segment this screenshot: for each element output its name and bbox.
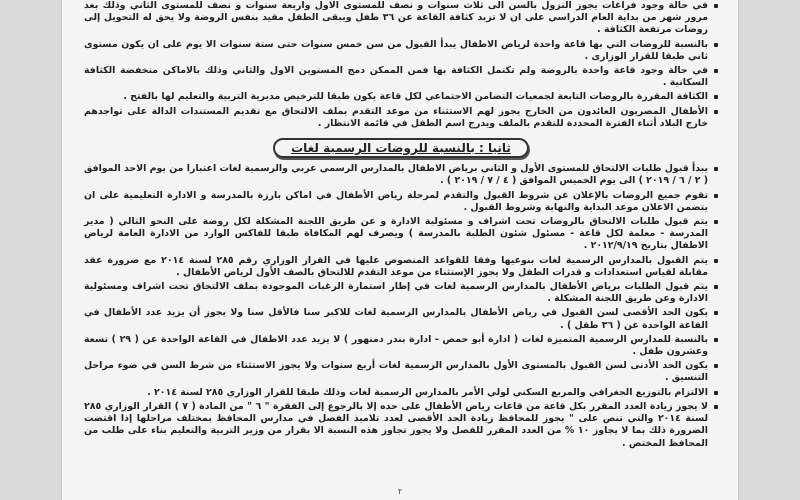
paragraph-text: تقوم جميع الروضات بالإعلان عن شروط القبول والتقدم لمرحلة رياض الأطفال في اماكن بارزة بالمدرسة و الادارة التعليمية على ان يتضمن الاعلان موعد البداية والنهاية وشروط القبول . [84,189,708,213]
heading-wrapper [84,138,718,158]
section-heading: ثانيا : بالنسبة للروضات الرسمية لغات [273,138,529,158]
bullet-paragraph [84,255,718,279]
bullet-paragraph [84,163,718,187]
bullet-icon [714,167,718,171]
bullet-paragraph [84,65,718,89]
bullet-icon [714,311,718,315]
document-page [62,0,738,500]
bullet-icon [714,364,718,368]
document-body [84,0,718,500]
bullet-icon [714,194,718,198]
bullet-paragraph [84,91,718,103]
bullet-icon [714,220,718,224]
page-number: ٢ [397,487,403,496]
bullet-icon [714,69,718,73]
bullet-paragraph [84,360,718,384]
bullet-icon [714,391,718,395]
bullet-icon [714,95,718,99]
paragraph-text: يكون الحد الأقصى لسن القبول في رياض الأطفال بالمدارس الرسمية لغات للاكبر سنا فالأقل سنا ولا يجوز أن يزيد عدد الأطفال في القاعة الواحدة عن ( ٣٦ طفل ) . [84,307,708,331]
paragraph-text: الالتزام بالتوزيع الجغرافي والمربع السكني لولي الأمر بالمدارس الرسمية لغات وذلك طبقا للقرار الوزاري ٢٨٥ لسنة ٢٠١٤ . [147,386,708,398]
bullet-paragraph [84,216,718,253]
paragraph-text: يكون الحد الأدنى لسن القبول بالمستوى الأول بالمدارس الرسمية لغات أربع سنوات ولا يجوز الاستثناء من شرط السن في ضوء مراحل التنسيق . [84,360,708,384]
paragraph-text: في حالة وجود قاعة واحدة بالروضة ولم تكتمل الكثافة بها فمن الممكن دمج المستوين الاول والثاني وذلك بالاماكن منخفضة الكثافة السكانية . [84,65,708,89]
paragraph-text: في حالة وجود فراغات يجوز النزول بالسن الى ثلاث سنوات و نصف للمستوى الاول واربعة سنوات و نصف للمستوى الثاني وذلك بعد مرور شهر من بداية العام الدراسي على ان لا تزيد كثافة القاعة عن ٣٦ طفل ويبقى الطفل مقيد بنفس الروضة ولا يحق له التحويل إلى روضات مرتفعة الكثافة . [84,0,709,36]
paragraph-text: الأطفال المصريون العائدون من الخارج يجوز لهم الاستثناء من موعد التقدم بملف الالتحاق مع تقديم المستندات الدالة على تواجدهم خارج البلاد أثناء الفترة المحددة للتقدم بالملف ويدرج اسم الطفل في قائمة الانتظار . [84,105,708,129]
paragraph-text: يبدأ قبول طلبات الالتحاق للمستوى الأول و الثاني برياض الاطفال بالمدارس الرسمي عربي والرسمية لغات اعتبارا من يوم الاحد الموافق ( ٢ / ٦ / ٢٠١٩ ) الى يوم الخميس الموافق ( ٤ / ٧ / ٢٠١٩ ) . [84,163,708,187]
bullet-paragraph [84,307,718,331]
bullet-paragraph [84,190,718,214]
bullet-icon [714,259,718,263]
bullet-icon [714,285,718,289]
bullet-icon [714,4,718,8]
bullet-paragraph [84,401,718,450]
paragraph-text: يتم قبول طلبات الالتحاق بالروضات تحت اشراف و مسئولية الادارة و عن طريق اللجنة المشكلة لكل روضة على النحو التالي ( مدير المدرسة - معلمة لكل قاعة - مسئول شئون الطلبة بالمدرسة ) ويصرف لهم المكافاة طبقا للفاكس الوارد من الادارة العامة لرياض الاطفال بتاريخ ٢٠١٢/٩/١٩ . [84,216,708,252]
paragraph-text: يتم قبول الطلبات برياض الأطفال بالمدارس الرسمية لغات في إطار استمارة الرغبات الموجودة بملف الالتحاق تحت اشراف ومسئولية الادارة وعن طريق اللجنة المشكلة . [84,281,708,305]
bullet-paragraph [84,387,718,399]
bullet-icon [714,43,718,47]
paragraph-text: لا يجوز زيادة العدد المقرر بكل قاعة من قاعات رياض الأطفال على حده إلا بالرجوع إلى الفقرة " ٦ " من المادة ( ٧ ) القرار الوزاري ٢٨٥ لسنة ٢٠١٤ والتي تنص على " يجوز للمحافظ زيادة الحد الأقصى لعدد تلاميذ الفصل في مدارس المحافظ بمختلف مراحلها إذا اقتضت الضرورة ذلك بما لا يجاوز ١٠ % من العدد المقرر للفصل ولا يجوز تجاوز هذه النسبة الا بقرار من وزير التربية والتعليم بناء على طلب من المحافظ المختص . [84,400,709,449]
section-one [84,0,718,130]
bullet-paragraph [84,334,718,358]
paragraph-text: الكثافة المقررة بالروضات التابعة لجمعيات التضامن الاجتماعي لكل قاعة يكون طبقا للترخيص مديرية التربية والتعليم لها بالفتح . [123,91,708,103]
paragraph-text: بالنسبة للروضات التي بها قاعة واحدة لرياض الاطفال يبدأ القبول من سن خمس سنوات حتى ستة سنوات الا يوم على ان يكون مستوى ثاني طبقا للقرار الوزارى . [84,38,708,62]
section-two [84,163,718,449]
paragraph-text: يتم القبول بالمدارس الرسمية لغات بنوعيها وفقا للقواعد المنصوص عليها في القرار الوزاري رقم ٢٨٥ لسنة ٢٠١٤ مع ضرورة عقد مقابلة لقياس استعدادات و قدرات الطفل ولا يجوز الإستثناء من موعد التقدم للالتحاق بالصف الأول لرياض الأطفال . [84,254,708,278]
bullet-paragraph [84,106,718,130]
bullet-icon [714,405,718,409]
paragraph-text: بالنسبة للمدارس الرسمية المتميزة لغات ( ادارة أبو حمص - ادارة بندر دمنهور ) لا يزيد عدد الاطفال في القاعة الواحدة عن ( ٢٩ ) تسعة وعشرون طفل . [84,333,708,358]
bullet-paragraph [84,39,718,63]
bullet-paragraph [84,0,718,37]
bullet-icon [714,338,718,342]
bullet-paragraph [84,281,718,305]
bullet-icon [714,110,718,114]
